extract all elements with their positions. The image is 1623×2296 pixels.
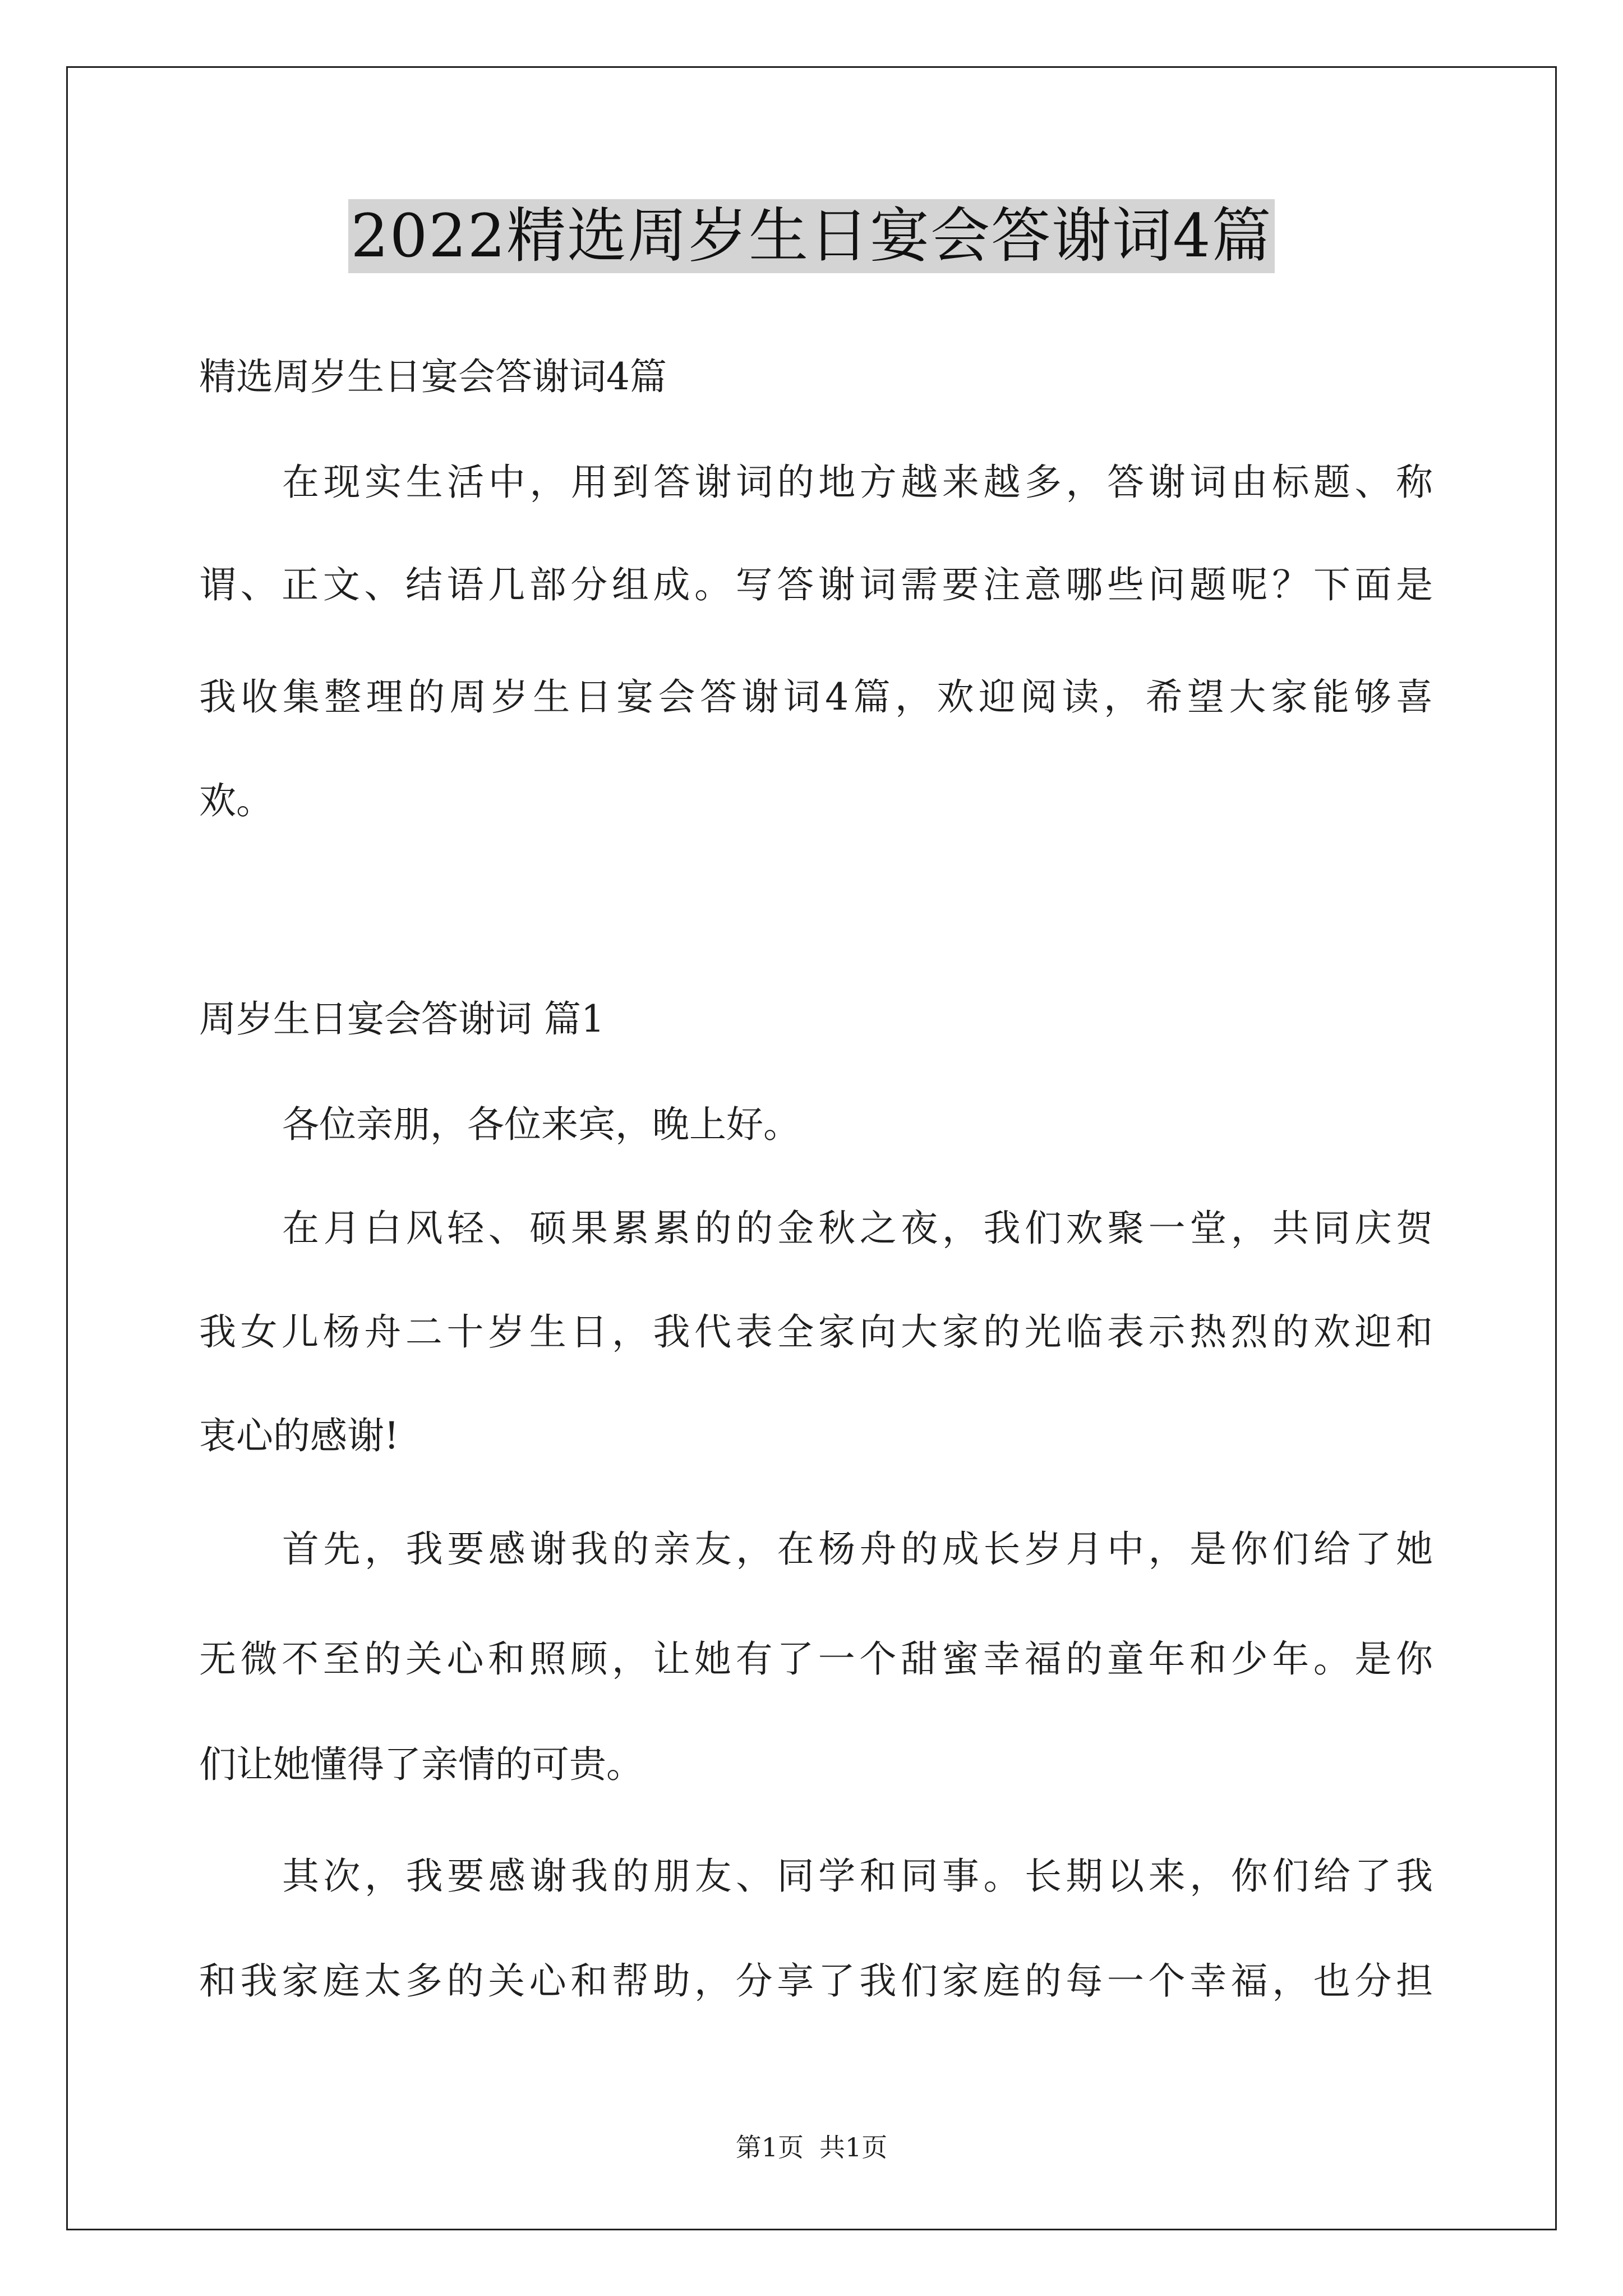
page-total: 共1页 [819,2132,888,2162]
paragraph-line: 欢。 [199,779,273,822]
document-title: 2022精选周岁生日宴会答谢词4篇 [348,199,1274,273]
paragraph-line: 和我家庭太多的关心和帮助，分享了我们家庭的每一个幸福，也分担 [199,1959,1433,2003]
paragraph-line: 在现实生活中，用到答谢词的地方越来越多，答谢词由标题、称 [282,461,1433,504]
paragraph-line: 衷心的感谢! [199,1414,399,1457]
paragraph-line: 们让她懂得了亲情的可贵。 [199,1743,643,1786]
section-heading: 周岁生日宴会答谢词 篇1 [199,997,605,1041]
paragraph-line: 在月白风轻、硕果累累的的金秋之夜，我们欢聚一堂，共同庆贺 [282,1207,1433,1250]
paragraph-line: 首先，我要感谢我的亲友，在杨舟的成长岁月中，是你们给了她 [282,1527,1433,1571]
page-number: 第1页 [735,2132,804,2162]
paragraph-line: 无微不至的关心和照顾，让她有了一个甜蜜幸福的童年和少年。是你 [199,1637,1433,1681]
paragraph-line: 谓、正文、结语几部分组成。写答谢词需要注意哪些问题呢？下面是 [199,563,1433,606]
paragraph-line: 其次，我要感谢我的朋友、同学和同事。长期以来，你们给了我 [282,1855,1433,1898]
page-footer [0,2132,1623,2163]
title-container [0,199,1623,273]
paragraph-line: 我女儿杨舟二十岁生日，我代表全家向大家的光临表示热烈的欢迎和 [199,1310,1433,1354]
paragraph-line: 我收集整理的周岁生日宴会答谢词4篇，欢迎阅读，希望大家能够喜 [199,675,1433,719]
paragraph-line: 各位亲朋，各位来宾，晚上好。 [282,1103,800,1146]
subtitle-line: 精选周岁生日宴会答谢词4篇 [199,355,667,398]
